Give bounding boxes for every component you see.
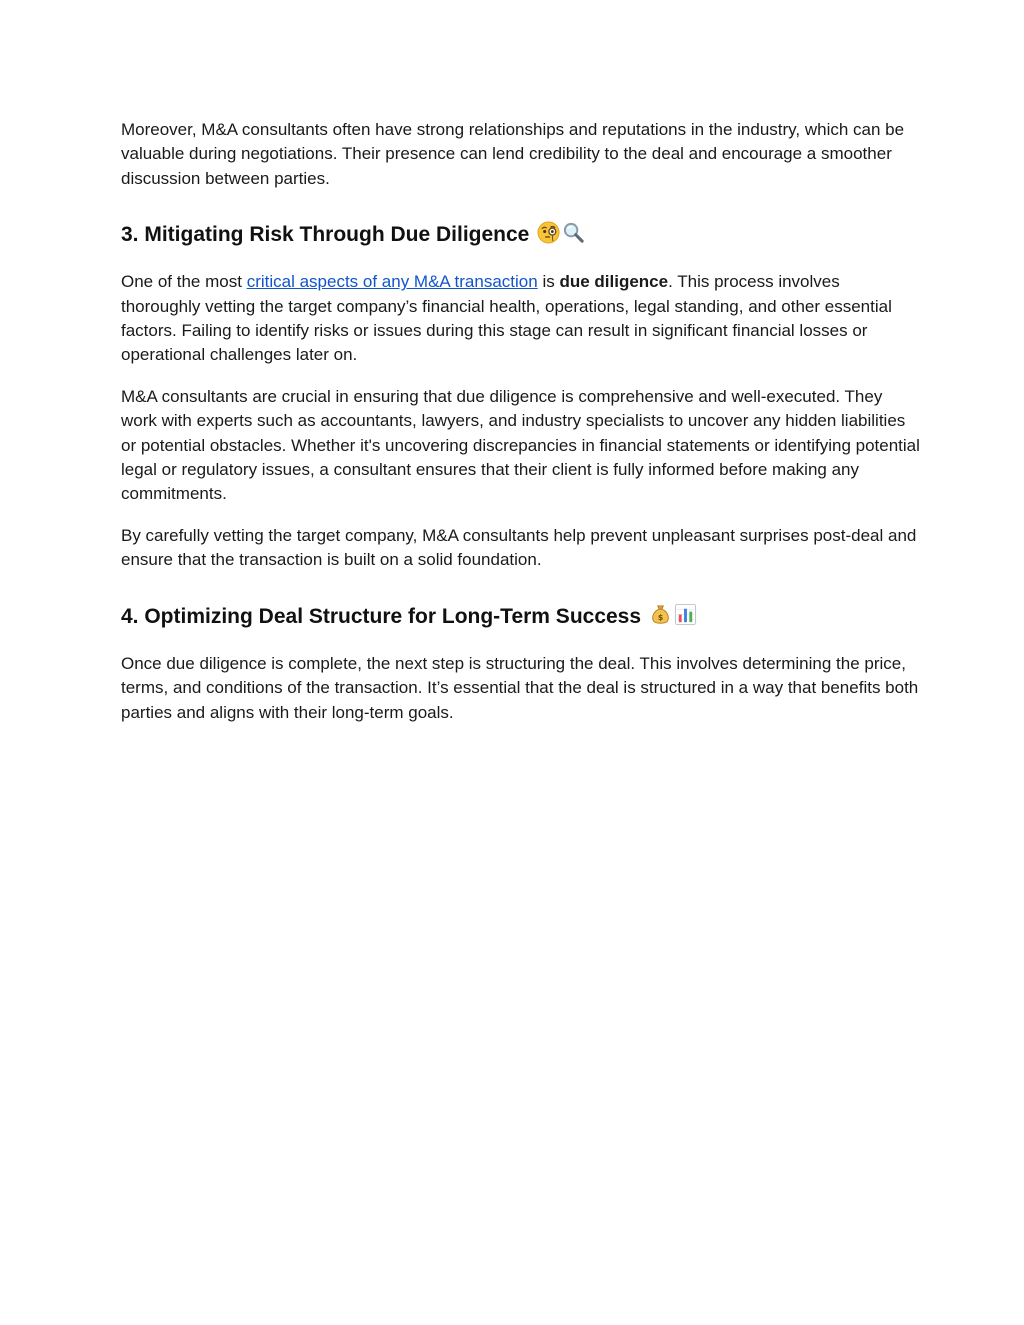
monocle-face-icon <box>537 221 560 252</box>
svg-text:$: $ <box>657 612 664 622</box>
bar-chart-icon <box>674 603 697 634</box>
paragraph-text: is <box>537 272 560 292</box>
section-3-paragraph-1 <box>121 270 921 368</box>
section-4-heading-text: 4. Optimizing Deal Structure for Long-Term Success <box>121 604 642 628</box>
due-diligence-bold: due diligence <box>559 272 669 292</box>
document-page <box>121 118 921 725</box>
section-4-paragraph-1: Once due diligence is complete, the next step is structuring the deal. This involves determining the price, terms, and conditions of the transaction. It’s essential that the deal is structured in a way that benefits both parties and aligns with their long-term goals. <box>121 653 919 722</box>
section-3-paragraph-2: M&A consultants are crucial in ensuring that due diligence is comprehensive and well-executed. They work with experts such as accountants, lawyers, and industry specialists to uncover any hidden liabilities or potential obstacles. Whether it's uncovering discrepancies in financial statements or identifying potential legal or regulatory issues, a consultant ensures that their client is fully informed before making any commitments. <box>121 386 920 504</box>
paragraph-text: . This process involves thoroughly vetting the target company’s financial health, operations, legal standing, and other essential factors. Failing to identify risks or issues during this stage can result in significant financial losses or operational challenges later on. <box>121 272 892 365</box>
section-3-heading <box>121 221 921 252</box>
magnifying-glass-icon <box>562 221 585 252</box>
section-3-heading-text: 3. Mitigating Risk Through Due Diligence <box>121 223 530 247</box>
section-3-paragraph-3: By carefully vetting the target company, M&A consultants help prevent unpleasant surprises post-deal and ensure that the transaction is built on a solid foundation. <box>121 525 917 570</box>
section-4-heading <box>121 603 921 634</box>
paragraph-text: One of the most <box>121 272 247 292</box>
money-bag-icon <box>649 603 672 634</box>
intro-paragraph: Moreover, M&A consultants often have strong relationships and reputations in the industry, which can be valuable during negotiations. Their presence can lend credibility to the deal and encourage a smoother discussion between parties. <box>121 120 905 188</box>
critical-aspects-link[interactable]: critical aspects of any M&A transaction <box>246 272 538 292</box>
